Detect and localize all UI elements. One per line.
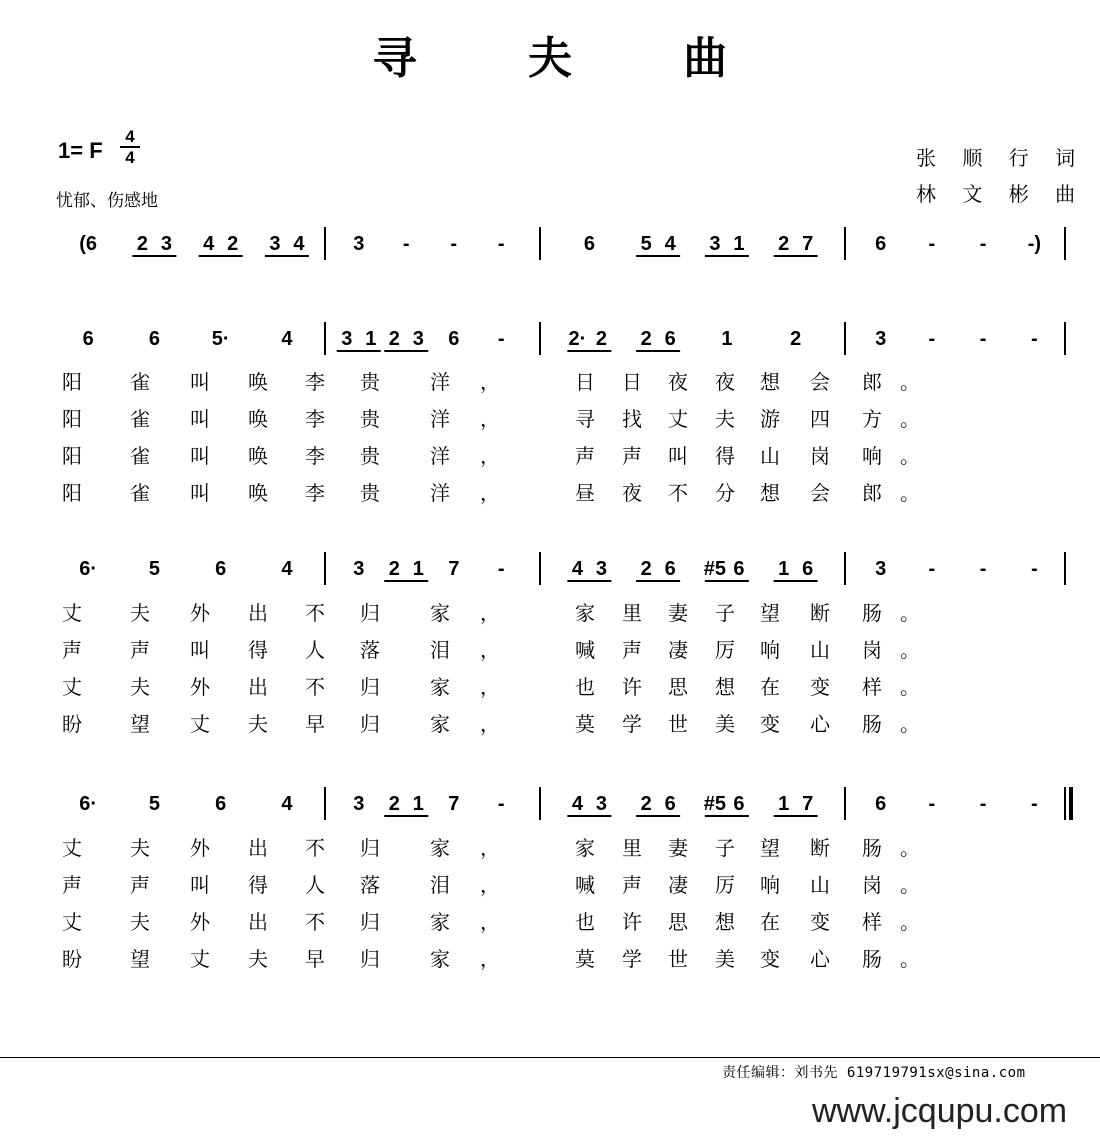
note: 2·: [568, 328, 587, 350]
mood-marking: 忧郁、伤感地: [56, 191, 158, 211]
lyric-char: 会: [810, 481, 830, 505]
note: 6: [148, 328, 160, 350]
note: 6: [215, 793, 227, 815]
lyric-char: 唤: [248, 370, 268, 394]
note: -: [979, 233, 987, 255]
lyric-char: 丈: [190, 947, 210, 971]
note: 5: [148, 793, 160, 815]
lyric-char: 凄: [668, 873, 688, 897]
note: 6: [215, 558, 227, 580]
time-signature-numerator: 4: [120, 127, 140, 148]
lyric-char: 不: [305, 836, 325, 860]
line1-notes: [83, 322, 1065, 355]
lyric-char: ，: [480, 601, 500, 625]
note: 1: [412, 793, 424, 815]
lyric-char: 贵: [360, 444, 380, 468]
lyric-char: 叫: [190, 370, 210, 394]
lyric-char: 。: [900, 910, 920, 934]
lyric-char: 叫: [190, 638, 210, 662]
lyric-char: 找: [622, 407, 642, 431]
lyric-char: 李: [305, 370, 325, 394]
lyric-char: 方: [862, 407, 882, 431]
lyric-char: 心: [810, 712, 830, 736]
note: -): [1027, 233, 1042, 255]
lyric-char: 。: [900, 947, 920, 971]
line3-staff: [0, 775, 1100, 835]
note: 3: [875, 558, 887, 580]
lyric-char: 丈: [190, 712, 210, 736]
note: 7: [802, 793, 814, 815]
note: 6·: [79, 793, 98, 815]
lyric-char: 李: [305, 407, 325, 431]
lyric-char: 。: [900, 444, 920, 468]
lyric-char: 出: [248, 675, 268, 699]
note: 2: [227, 233, 239, 255]
lyric-char: 岗: [862, 638, 882, 662]
note: #5: [703, 793, 726, 815]
lyric-char: 不: [305, 910, 325, 934]
lyric-char: 许: [622, 675, 642, 699]
lyric-char: 夫: [715, 407, 735, 431]
note: 4: [571, 558, 583, 580]
lyric-char: 。: [900, 675, 920, 699]
lyric-char: 李: [305, 444, 325, 468]
note: -: [979, 558, 987, 580]
lyric-char: 早: [305, 947, 325, 971]
lyric-char: 不: [305, 675, 325, 699]
lyric-char: 。: [900, 712, 920, 736]
lyric-char: ，: [480, 370, 500, 394]
lyric-char: 贵: [360, 481, 380, 505]
lyric-char: 雀: [130, 370, 150, 394]
lyric-char: 变: [810, 910, 830, 934]
lyric-char: 得: [248, 873, 268, 897]
lyric-char: 外: [190, 601, 210, 625]
lyric-char: 断: [810, 601, 830, 625]
lyric-char: 李: [305, 481, 325, 505]
lyric-char: 会: [810, 370, 830, 394]
lyric-char: 贵: [360, 370, 380, 394]
lyric-char: 声: [62, 638, 82, 662]
lyric-char: 。: [900, 407, 920, 431]
lyric-char: 声: [130, 638, 150, 662]
note: -: [497, 328, 505, 350]
lyric-char: 唤: [248, 444, 268, 468]
lyric-char: 美: [715, 947, 735, 971]
lyric-char: 家: [430, 601, 450, 625]
lyric-char: 在: [760, 910, 780, 934]
lyricist-credit: 张 顺 行 词: [916, 146, 1086, 170]
note: 2: [388, 558, 400, 580]
note: 4: [281, 328, 293, 350]
lyric-char: 阳: [62, 444, 82, 468]
lyric-char: 凄: [668, 638, 688, 662]
lyric-char: 唤: [248, 481, 268, 505]
lyric-char: 丈: [62, 910, 82, 934]
site-watermark: www.jcqupu.com: [812, 1092, 1068, 1130]
lyric-char: 归: [360, 675, 380, 699]
note: 3: [160, 233, 172, 255]
note: 6: [664, 793, 676, 815]
lyric-char: 望: [130, 712, 150, 736]
lyric-char: 想: [715, 675, 735, 699]
lyric-char: 断: [810, 836, 830, 860]
note: 2: [136, 233, 148, 255]
lyric-char: 泪: [430, 873, 450, 897]
lyric-char: 变: [760, 947, 780, 971]
lyric-char: ，: [480, 407, 500, 431]
note: 6·: [79, 558, 98, 580]
note: 1: [412, 558, 424, 580]
lyric-char: 洋: [430, 407, 450, 431]
key-signature: 1= F: [58, 138, 103, 163]
lyric-char: 夫: [130, 601, 150, 625]
lyric-char: 声: [575, 444, 595, 468]
lyric-char: 子: [715, 601, 735, 625]
lyric-char: 洋: [430, 370, 450, 394]
lyric-char: 声: [62, 873, 82, 897]
song-title: 寻 夫 曲: [372, 33, 776, 84]
lyric-char: ，: [480, 675, 500, 699]
lyric-char: 喊: [575, 873, 595, 897]
lyric-char: 山: [810, 873, 830, 897]
note: (6: [79, 233, 98, 255]
note: 3: [353, 793, 365, 815]
lyric-char: 思: [668, 675, 688, 699]
note: 6: [733, 793, 745, 815]
composer-credit: 林 文 彬 曲: [916, 182, 1086, 206]
lyric-char: 雀: [130, 407, 150, 431]
note: 3: [341, 328, 353, 350]
note: 3: [875, 328, 887, 350]
lyric-char: 夫: [248, 947, 268, 971]
footer-divider: [0, 1057, 1100, 1058]
note: -: [497, 558, 505, 580]
lyric-char: 许: [622, 910, 642, 934]
note: 6: [875, 233, 887, 255]
lyric-char: ，: [480, 873, 500, 897]
lyric-char: 变: [760, 712, 780, 736]
note: -: [979, 793, 987, 815]
lyric-char: 夜: [715, 370, 735, 394]
note: 5: [148, 558, 160, 580]
lyric-char: 声: [130, 873, 150, 897]
note: 3: [353, 233, 365, 255]
lyric-char: 里: [622, 836, 642, 860]
note: #5: [703, 558, 726, 580]
lyric-char: 阳: [62, 370, 82, 394]
note: 5: [640, 233, 652, 255]
note: 6: [802, 558, 814, 580]
lyric-char: 思: [668, 910, 688, 934]
lyric-char: 望: [130, 947, 150, 971]
lyric-char: 家: [430, 675, 450, 699]
lyric-char: 。: [900, 638, 920, 662]
note: 3: [412, 328, 424, 350]
note: -: [450, 233, 458, 255]
lyric-char: 丈: [62, 675, 82, 699]
lyric-char: 学: [622, 712, 642, 736]
note: 1: [721, 328, 733, 350]
note: -: [1031, 793, 1038, 815]
lyric-char: ，: [480, 947, 500, 971]
lyric-char: 学: [622, 947, 642, 971]
note: 2: [388, 793, 400, 815]
lyric-char: 肠: [862, 601, 882, 625]
note: 3: [595, 793, 607, 815]
lyric-char: 。: [900, 601, 920, 625]
note: 6: [82, 328, 94, 350]
lyric-char: 响: [760, 873, 780, 897]
lyric-char: 人: [305, 638, 325, 662]
line3-notes: [79, 787, 1071, 820]
lyric-char: 游: [760, 407, 780, 431]
lyric-char: 家: [430, 947, 450, 971]
lyric-char: 肠: [862, 712, 882, 736]
note: 1: [778, 558, 790, 580]
note: -: [928, 793, 936, 815]
note: 2: [790, 328, 802, 350]
lyric-char: 分: [715, 481, 735, 505]
lyric-char: 夜: [668, 370, 688, 394]
time-signature: [120, 127, 140, 167]
note: 2: [595, 328, 607, 350]
lyric-char: 雀: [130, 444, 150, 468]
note: -: [928, 233, 936, 255]
note: 6: [448, 328, 460, 350]
lyric-char: ，: [480, 910, 500, 934]
lyric-char: 想: [760, 370, 780, 394]
lyric-char: 不: [305, 601, 325, 625]
lyric-char: 变: [810, 675, 830, 699]
lyric-char: 想: [760, 481, 780, 505]
lyric-char: 夜: [622, 481, 642, 505]
lyric-char: 心: [810, 947, 830, 971]
lyric-char: 叫: [190, 444, 210, 468]
lyric-char: 山: [810, 638, 830, 662]
lyric-char: ，: [480, 444, 500, 468]
lyric-char: 。: [900, 481, 920, 505]
lyric-char: 岗: [810, 444, 830, 468]
lyric-char: 家: [430, 712, 450, 736]
lyric-char: 家: [575, 836, 595, 860]
note: 6: [664, 328, 676, 350]
lyric-char: 叫: [190, 407, 210, 431]
lyric-char: 莫: [575, 947, 595, 971]
lyric-char: 样: [862, 910, 882, 934]
editor-credit: 责任编辑：刘书先 619719791sx@sina.com: [722, 1065, 1026, 1081]
lyric-char: 肠: [862, 947, 882, 971]
note: -: [928, 328, 936, 350]
note: 1: [733, 233, 745, 255]
lyric-char: 。: [900, 370, 920, 394]
note: 7: [448, 793, 460, 815]
note: 2: [388, 328, 400, 350]
lyric-char: 妻: [668, 836, 688, 860]
note: 3: [595, 558, 607, 580]
lyric-char: 唤: [248, 407, 268, 431]
lyric-char: 声: [622, 444, 642, 468]
lyric-char: 阳: [62, 481, 82, 505]
lyric-char: 家: [430, 910, 450, 934]
note: 4: [281, 793, 293, 815]
lyric-char: 盼: [62, 712, 82, 736]
note: 7: [802, 233, 814, 255]
lyric-char: 厉: [715, 873, 735, 897]
lyric-char: 雀: [130, 481, 150, 505]
lyric-char: 落: [360, 873, 380, 897]
lyric-char: 日: [622, 370, 642, 394]
lyric-char: 喊: [575, 638, 595, 662]
lyric-char: 归: [360, 947, 380, 971]
lyric-char: 贵: [360, 407, 380, 431]
lyric-char: 妻: [668, 601, 688, 625]
lyric-char: 声: [622, 638, 642, 662]
lyric-char: 得: [715, 444, 735, 468]
note: 2: [778, 233, 790, 255]
lyric-char: 盼: [62, 947, 82, 971]
lyric-char: 归: [360, 910, 380, 934]
note: 2: [640, 558, 652, 580]
note: 2: [640, 793, 652, 815]
lyric-char: ，: [480, 712, 500, 736]
lyric-char: 寻: [575, 407, 595, 431]
note: 3: [709, 233, 721, 255]
lyric-char: ，: [480, 481, 500, 505]
lyric-char: 夫: [130, 910, 150, 934]
line2-staff: [0, 540, 1100, 600]
note: 4: [203, 233, 215, 255]
lyric-char: 归: [360, 601, 380, 625]
lyric-char: 美: [715, 712, 735, 736]
note: 4: [571, 793, 583, 815]
lyric-char: ，: [480, 836, 500, 860]
lyric-char: 夫: [130, 675, 150, 699]
lyric-char: 样: [862, 675, 882, 699]
lyric-char: 归: [360, 836, 380, 860]
line2-notes: [79, 552, 1065, 585]
lyric-char: 郎: [862, 481, 882, 505]
lyric-char: 叫: [190, 481, 210, 505]
lyric-char: 叫: [668, 444, 688, 468]
lyric-char: 早: [305, 712, 325, 736]
lyric-char: 。: [900, 873, 920, 897]
lyric-char: 望: [760, 601, 780, 625]
lyric-char: 归: [360, 712, 380, 736]
lyric-char: 日: [575, 370, 595, 394]
lyric-char: 郎: [862, 370, 882, 394]
lyric-char: 出: [248, 601, 268, 625]
lyric-char: 家: [575, 601, 595, 625]
note: 1: [778, 793, 790, 815]
note: 6: [875, 793, 887, 815]
note: 5·: [211, 328, 230, 350]
note: -: [979, 328, 987, 350]
lyric-char: 出: [248, 910, 268, 934]
line1-staff: [0, 310, 1100, 370]
note: -: [497, 793, 505, 815]
lyric-char: 也: [575, 675, 595, 699]
lyric-char: 外: [190, 910, 210, 934]
note: 6: [583, 233, 595, 255]
note: 4: [664, 233, 676, 255]
note: -: [1031, 558, 1038, 580]
lyric-char: 昼: [575, 481, 595, 505]
lyric-char: 岗: [862, 873, 882, 897]
lyric-char: 家: [430, 836, 450, 860]
lyric-char: 响: [760, 638, 780, 662]
note: 1: [365, 328, 377, 350]
lyric-char: 四: [810, 407, 830, 431]
lyric-char: 子: [715, 836, 735, 860]
lyric-char: 肠: [862, 836, 882, 860]
lyric-char: 世: [668, 712, 688, 736]
lyric-char: 丈: [62, 601, 82, 625]
note: -: [928, 558, 936, 580]
lyric-char: 出: [248, 836, 268, 860]
note: 7: [448, 558, 460, 580]
note: -: [402, 233, 410, 255]
lyric-char: 得: [248, 638, 268, 662]
lyric-char: 厉: [715, 638, 735, 662]
lyric-char: 叫: [190, 873, 210, 897]
intro-notes: [79, 227, 1065, 260]
lyric-char: 望: [760, 836, 780, 860]
note: -: [497, 233, 505, 255]
lyric-char: 洋: [430, 481, 450, 505]
lyric-char: 也: [575, 910, 595, 934]
lyric-char: 外: [190, 675, 210, 699]
lyric-char: 想: [715, 910, 735, 934]
lyric-char: 响: [862, 444, 882, 468]
lyric-char: 。: [900, 836, 920, 860]
note: 6: [733, 558, 745, 580]
note: 4: [281, 558, 293, 580]
lyric-char: 声: [622, 873, 642, 897]
lyric-char: 山: [760, 444, 780, 468]
lyric-char: ，: [480, 638, 500, 662]
lyric-char: 丈: [668, 407, 688, 431]
lyric-char: 人: [305, 873, 325, 897]
lyric-char: 不: [668, 481, 688, 505]
lyric-char: 世: [668, 947, 688, 971]
lyric-char: 阳: [62, 407, 82, 431]
lyric-char: 落: [360, 638, 380, 662]
intro-staff: [0, 215, 1100, 275]
lyric-char: 在: [760, 675, 780, 699]
time-signature-denominator: 4: [125, 148, 135, 167]
note: 6: [664, 558, 676, 580]
lyric-char: 外: [190, 836, 210, 860]
note: -: [1031, 328, 1038, 350]
note: 2: [640, 328, 652, 350]
note: 3: [353, 558, 365, 580]
lyric-char: 丈: [62, 836, 82, 860]
note: 3: [269, 233, 281, 255]
lyric-char: 泪: [430, 638, 450, 662]
lyric-char: 里: [622, 601, 642, 625]
lyric-char: 夫: [130, 836, 150, 860]
note: 4: [293, 233, 305, 255]
lyric-char: 夫: [248, 712, 268, 736]
lyric-char: 洋: [430, 444, 450, 468]
lyric-char: 莫: [575, 712, 595, 736]
